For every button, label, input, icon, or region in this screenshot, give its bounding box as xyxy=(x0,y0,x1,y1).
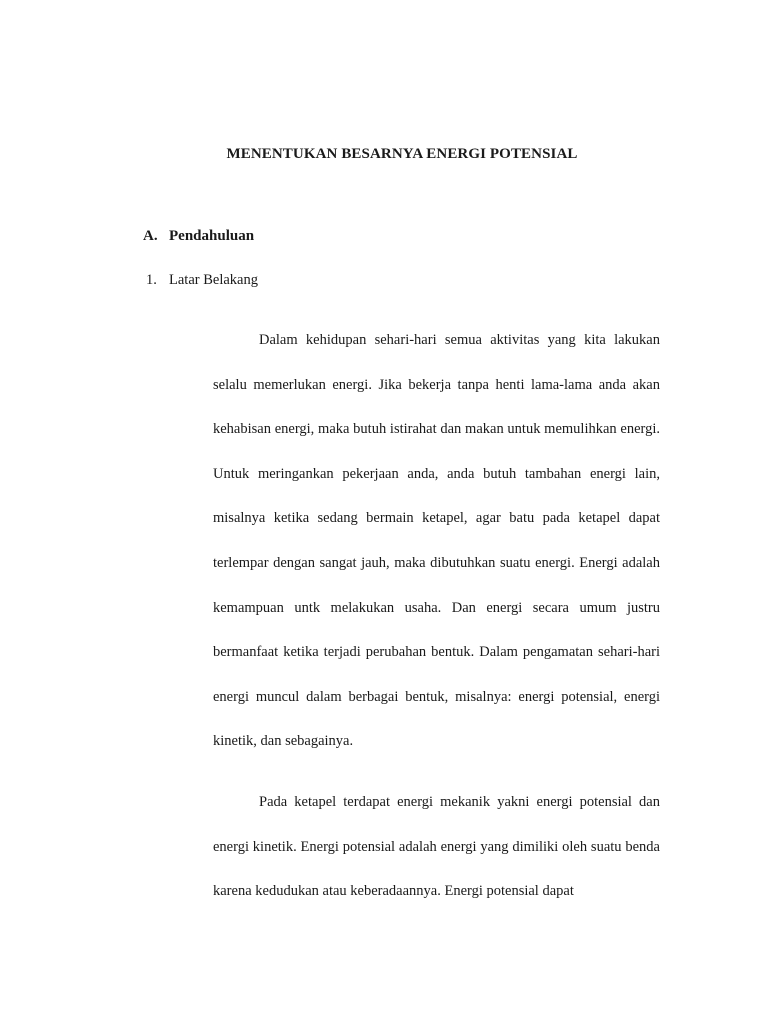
subsection-number: 1. xyxy=(146,272,157,288)
subsection-heading xyxy=(146,272,258,289)
section-heading xyxy=(143,228,254,245)
section-label: Pendahuluan xyxy=(169,228,255,244)
subsection-label: Latar Belakang xyxy=(169,272,258,288)
body-paragraph-2: Pada ketapel terdapat energi mekanik yakni energi potensial dan energi kinetik. Energi potensial adalah energi yang dimiliki oleh suatu benda karena kedudukan atau keberadaannya. Energi potensial dapat xyxy=(213,794,660,900)
body-paragraph-1: Dalam kehidupan sehari-hari semua aktivitas yang kita lakukan selalu memerlukan energi. Jika bekerja tanpa henti lama-lama anda akan kehabisan energi, maka butuh istirahat dan makan untuk memulihkan energi. Untuk meringankan pekerjaan anda, anda butuh tambahan energi lain, misalnya ketika sedang bermain ketapel, agar batu pada ketapel dapat terlempar dengan sangat jauh, maka dibutuhkan suatu energi. Energi adalah kemampuan untk melakukan usaha. Dan energi secara umum justru bermanfaat ketika terjadi perubahan bentuk. Dalam pengamatan sehari-hari energi muncul dalam berbagai bentuk, misalnya: energi potensial, energi kinetik, dan sebagainya. xyxy=(213,332,660,750)
section-number: A. xyxy=(143,228,158,244)
document-title: MENENTUKAN BESARNYA ENERGI POTENSIAL xyxy=(226,146,578,162)
